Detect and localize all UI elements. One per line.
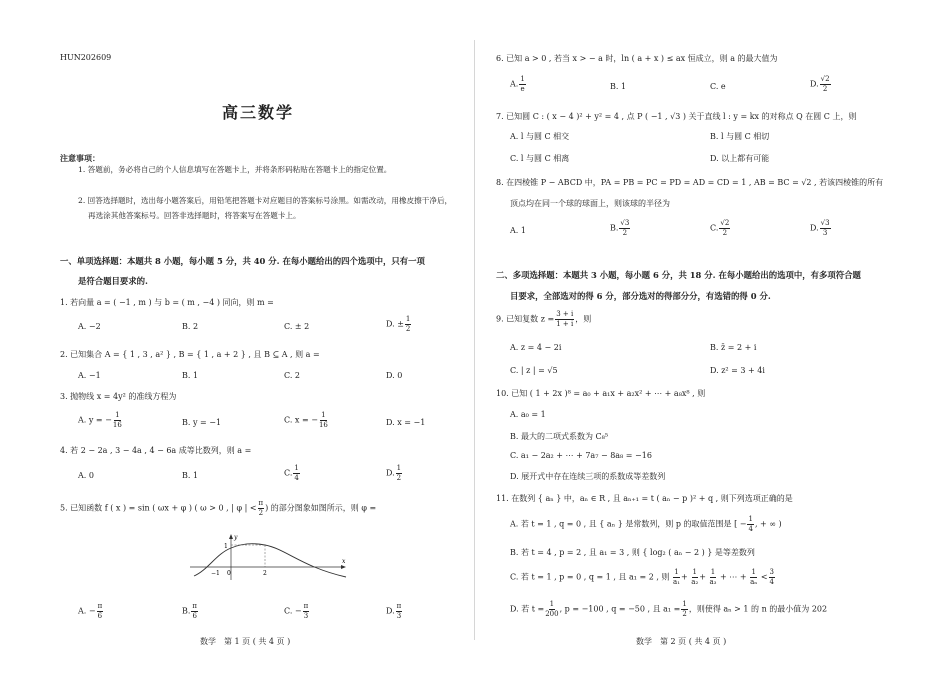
- q7-option-c: C. l 与圆 C 相离: [510, 154, 570, 163]
- q1-option-a: A. −2: [78, 322, 101, 331]
- question-5-stem: 5. 已知函数 f ( x ) = sin ( ωx + φ ) ( ω > 0 , | φ | < $\frac{\pi}{2}$ ) 的部分图象如图所示，则 φ =: [60, 499, 377, 517]
- q3-option-a: A. y = − $\frac{1}{16}$: [78, 411, 122, 429]
- note-2: 2. 回答选择题时，选出每小题答案后，用铅笔把答题卡对应题目的答案标号涂黑。如需改动，用橡皮擦干净后，再选涂其他答案标号。回答非选择题时，将答案写在答题卡上。: [78, 196, 453, 220]
- section-2-line-2: 目要求，全部选对的得 6 分，部分选对的得部分分，有选错的得 0 分.: [510, 291, 771, 301]
- question-9-stem: 9. 已知复数 z = $\frac{3 + i}{1 + i}$ ，则: [496, 310, 592, 328]
- q5-option-c: C. − $\frac{\pi}{3}$: [284, 602, 309, 620]
- q5-option-d: D. $\frac{\pi}{3}$: [386, 602, 402, 620]
- x-tick-minus-1: −1: [211, 570, 220, 577]
- section-2-line-1: 二、多项选择题：本题共 3 小题，每小题 6 分，共 18 分. 在每小题给出的选项中，有多项符合题: [496, 270, 861, 280]
- exam-code: HUN202609: [60, 53, 112, 62]
- q4-option-c: C. $\frac{1}{4}$: [284, 464, 299, 482]
- q10-option-c: C. a₁ − 2a₂ + ⋯ + 7a₇ − 8a₈ = −16: [510, 451, 652, 460]
- question-4-stem: 4. 若 2 − 2a , 3 − 4a , 4 − 6a 成等比数列，则 a =: [60, 446, 252, 455]
- q4-option-d: D. $\frac{1}{2}$: [386, 464, 402, 482]
- q2-option-b: B. 1: [182, 371, 199, 380]
- q6-option-b: B. 1: [610, 82, 627, 91]
- q8-option-a: A. 1: [510, 226, 526, 235]
- question-1-stem: 1. 若向量 a = ( −1 , m ) 与 b = ( m , −4 ) 同向，则 m =: [60, 298, 274, 307]
- question-8-stem-line-1: 8. 在四棱锥 P − ABCD 中，PA = PB = PC = PD = AD = CD = 1 , AB = BC = √2 , 若该四棱锥的所有: [496, 178, 884, 187]
- q5-option-a: A. − $\frac{\pi}{6}$: [78, 602, 103, 620]
- question-6-stem: 6. 已知 a > 0 , 若当 x > − a 时，ln ( a + x ) ≤ ax 恒成立，则 a 的最大值为: [496, 54, 778, 63]
- q1-option-c: C. ± 2: [284, 322, 310, 331]
- section-1-line-1: 一、单项选择题：本题共 8 小题，每小题 5 分，共 40 分. 在每小题给出的四个选项中，只有一项: [60, 256, 425, 266]
- q7-option-d: D. 以上都有可能: [710, 154, 770, 163]
- q2-option-c: C. 2: [284, 371, 301, 380]
- x-tick-2: 2: [263, 570, 267, 577]
- q6-option-d: D. $\frac{√2}{2}$: [810, 75, 830, 93]
- q3-option-c: C. x = − $\frac{1}{16}$: [284, 411, 328, 429]
- page-2: [476, 0, 950, 688]
- question-8-stem-line-2: 顶点均在同一个球的球面上，则该球的半径为: [510, 199, 670, 208]
- q10-option-b: B. 最大的二项式系数为 C₈⁵: [510, 432, 609, 441]
- page-1: [0, 0, 474, 688]
- q3-option-d: D. x = −1: [386, 418, 426, 427]
- q9-option-a: A. z = 4 − 2i: [510, 343, 562, 352]
- q6-option-a: A. $\frac{1}{e}$: [510, 75, 525, 93]
- q9-option-d: D. z² = 3 + 4i: [710, 366, 765, 375]
- question-7-stem: 7. 已知圆 C : ( x − 4 )² + y² = 4 , 点 P ( −1 , √3 ) 关于直线 l : y = kx 的对称点 Q 在圆 C 上，则: [496, 112, 857, 121]
- q3-option-b: B. y = −1: [182, 418, 222, 427]
- y-axis-arrow-icon: [229, 534, 233, 539]
- x-tick-0: 0: [227, 570, 231, 577]
- q5-option-b: B. $\frac{\pi}{6}$: [182, 602, 198, 620]
- q7-option-b: B. l 与圆 C 相切: [710, 132, 770, 141]
- q1-option-d: D. ± $\frac{1}{2}$: [386, 315, 411, 333]
- q11-option-c: C. 若 t = 1 , p = 0 , q = 1 , 且 a₁ = 2 , 则 $\frac{1}{\text{a₁}}$ + $\frac{1}{\text{a₂}}$ + $\frac{1}{\text{a₃}}$ + ⋯ + $\frac{1}{\text{aₙ}}$ < $\frac{3}{4}$: [510, 568, 774, 586]
- q2-option-d: D. 0: [386, 371, 403, 380]
- note-1: 1. 答题前，务必将自己的个人信息填写在答题卡上，并将条形码粘贴在答题卡上的指定位置。: [78, 165, 392, 174]
- q11-option-b: B. 若 t = 4 , p = 2 , 且 a₁ = 3 , 则 { log₂ ( aₙ − 2 ) } 是等差数列: [510, 548, 755, 557]
- q1-option-b: B. 2: [182, 322, 199, 331]
- question-3-stem: 3. 抛物线 x = 4y² 的准线方程为: [60, 392, 177, 401]
- q4-option-b: B. 1: [182, 471, 199, 480]
- page-footer: 数学 第 1 页 ( 共 4 页 ): [200, 637, 291, 646]
- q8-option-c: C. $\frac{√2}{2}$: [710, 219, 730, 237]
- q7-option-a: A. l 与圆 C 相交: [510, 132, 570, 141]
- question-2-stem: 2. 已知集合 A = { 1 , 3 , a² } , B = { 1 , a + 2 } , 且 B ⊆ A , 则 a =: [60, 350, 320, 359]
- q10-option-a: A. a₀ = 1: [510, 410, 546, 419]
- q9-option-b: B. z̄ = 2 + i: [710, 343, 757, 352]
- page-divider: [474, 40, 475, 640]
- section-1-line-2: 是符合题目要求的.: [78, 276, 148, 286]
- question-11-stem: 11. 在数列 { aₙ } 中，aₙ ∈ R , 且 aₙ₊₁ = t ( aₙ − p )² + q , 则下列选项正确的是: [496, 494, 793, 503]
- q9-option-c: C. | z | = √5: [510, 366, 558, 375]
- q10-option-d: D. 展开式中存在连续三项的系数成等差数列: [510, 472, 666, 481]
- x-axis-arrow-icon: [341, 565, 346, 569]
- q2-option-a: A. −1: [78, 371, 101, 380]
- q8-option-b: B. $\frac{√3}{2}$: [610, 219, 630, 237]
- sine-graph: [188, 532, 350, 582]
- q4-option-a: A. 0: [78, 471, 94, 480]
- page-footer-2: 数学 第 2 页 ( 共 4 页 ): [636, 637, 727, 646]
- page-title: 高三数学: [222, 103, 295, 122]
- q6-option-c: C. e: [710, 82, 726, 91]
- notice-heading: 注意事项：: [60, 153, 100, 163]
- x-axis-label: x: [342, 558, 346, 565]
- question-10-stem: 10. 已知 ( 1 + 2x )⁸ = a₀ + a₁x + a₂x² + ⋯ + a₈x⁸ , 则: [496, 389, 706, 398]
- q11-option-a: A. 若 t = 1 , q = 0 , 且 { aₙ } 是常数列，则 p 的取值范围是 [ − $\frac{1}{4}$ , + ∞ ): [510, 515, 782, 533]
- q8-option-d: D. $\frac{√3}{3}$: [810, 219, 830, 237]
- q11-option-d: D. 若 t = $\frac{1}{200}$ , p = −100 , q = −50 , 且 a₁ = $\frac{1}{2}$ ，则使得 aₙ > 1 的 n 的最小值为 202: [510, 600, 828, 618]
- y-axis-label: y: [234, 534, 238, 541]
- y-tick-label: 1: [224, 543, 228, 550]
